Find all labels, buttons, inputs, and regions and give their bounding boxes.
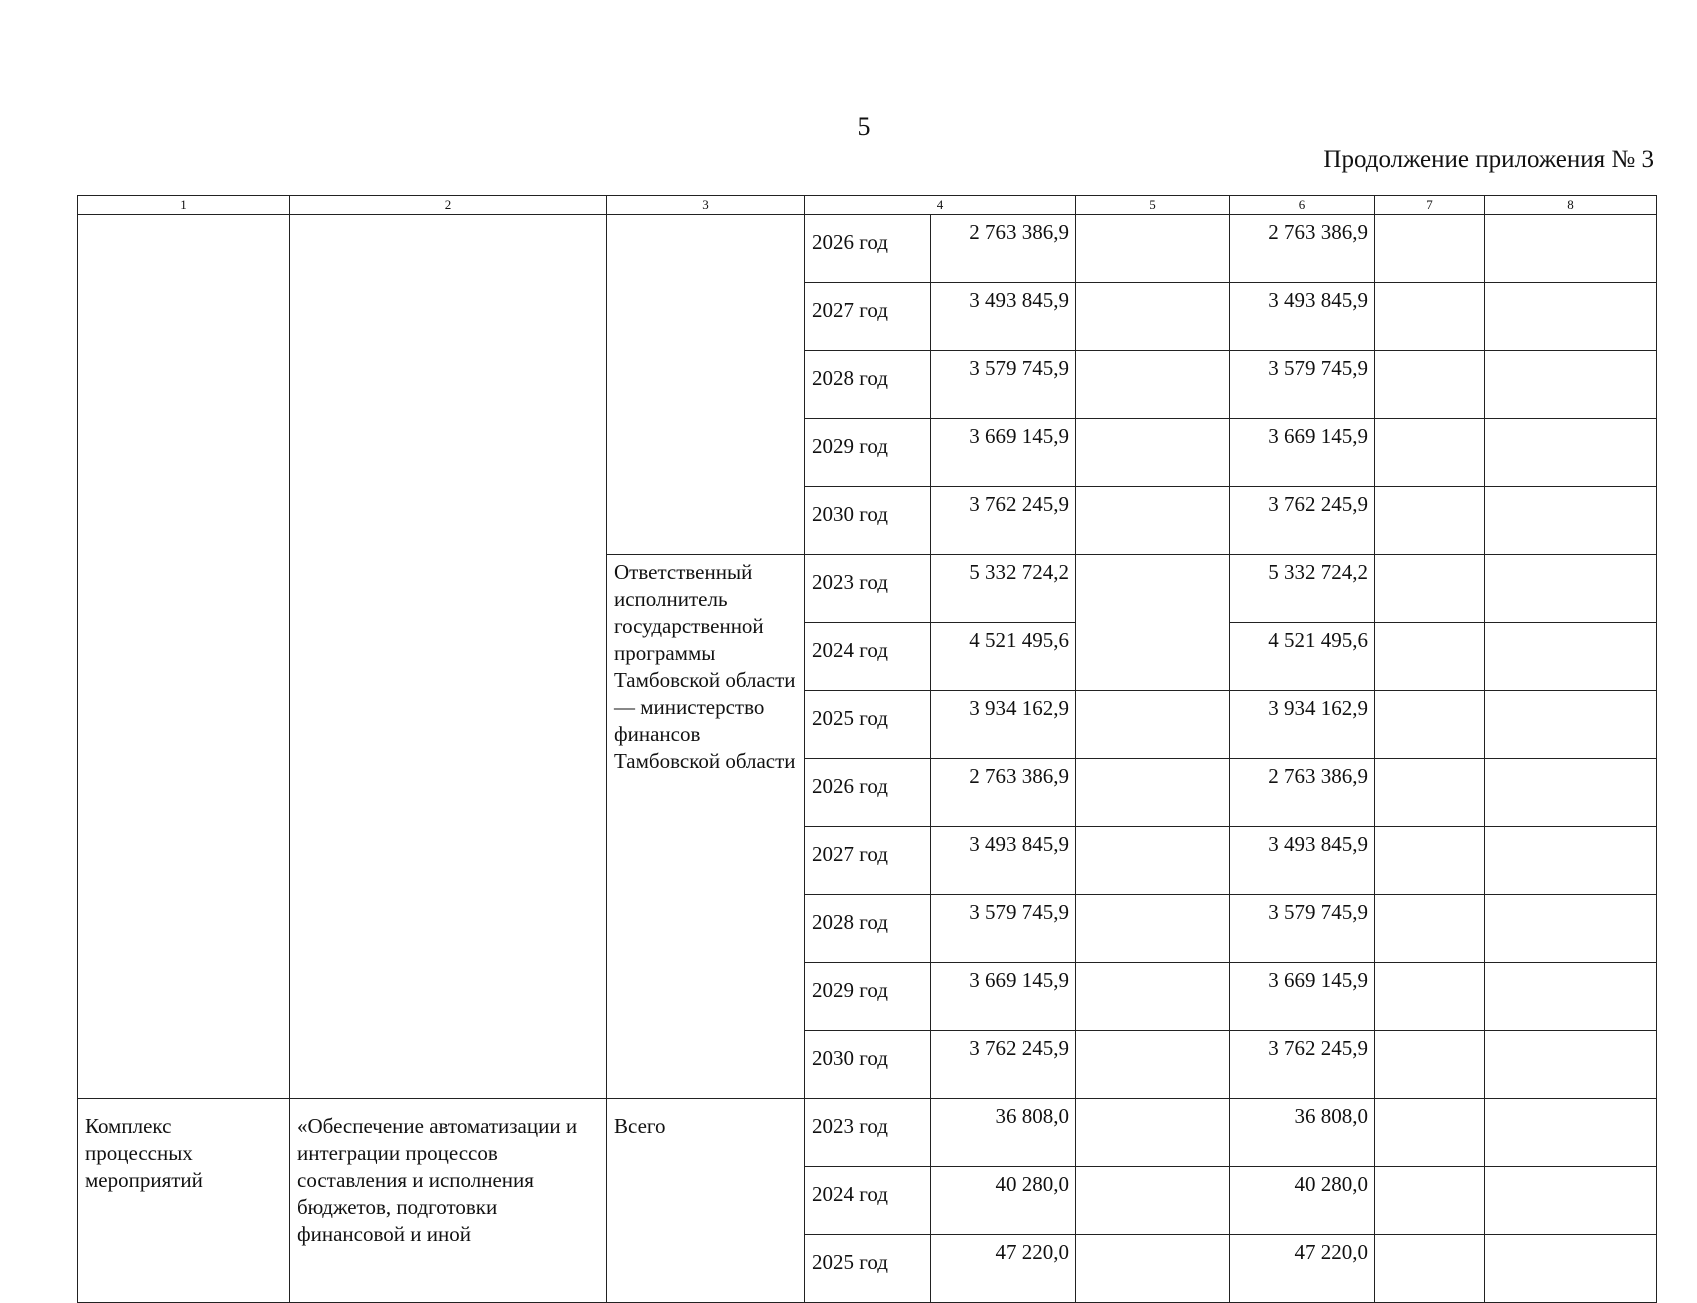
- header-cell: 6: [1230, 196, 1375, 215]
- col5-cell: [1076, 555, 1230, 691]
- col7-cell: [1375, 1167, 1485, 1235]
- col8-cell: [1485, 283, 1657, 351]
- col8-cell: [1485, 215, 1657, 283]
- col6-cell: 3 493 845,9: [1230, 827, 1375, 895]
- col7-cell: [1375, 963, 1485, 1031]
- total-cell: 3 493 845,9: [931, 283, 1076, 351]
- col6-cell: 3 934 162,9: [1230, 691, 1375, 759]
- col8-cell: [1485, 351, 1657, 419]
- col7-cell: [1375, 691, 1485, 759]
- col6-cell: 3 762 245,9: [1230, 1031, 1375, 1099]
- total-cell: 3 493 845,9: [931, 827, 1076, 895]
- header-cell: 4: [805, 196, 1076, 215]
- total-cell: 3 669 145,9: [931, 963, 1076, 1031]
- page-number: 5: [857, 112, 871, 141]
- year-cell: 2029 год: [805, 963, 931, 1031]
- col6-cell: 3 762 245,9: [1230, 487, 1375, 555]
- header-cell: 7: [1375, 196, 1485, 215]
- col8-cell: [1485, 963, 1657, 1031]
- complex-name-cell: «Обеспечение автоматизации и интеграции процессов составления и исполнения бюджетов, подготовки финансовой и иной: [290, 1099, 607, 1303]
- col5-cell: [1076, 963, 1230, 1031]
- year-cell: 2027 год: [805, 283, 931, 351]
- col6-cell: 3 579 745,9: [1230, 351, 1375, 419]
- col6-cell: 3 669 145,9: [1230, 419, 1375, 487]
- col6-cell: 3 493 845,9: [1230, 283, 1375, 351]
- col5-cell: [1076, 283, 1230, 351]
- col6-cell: 47 220,0: [1230, 1235, 1375, 1303]
- col6-cell: 2 763 386,9: [1230, 215, 1375, 283]
- header-cell: 8: [1485, 196, 1657, 215]
- col1-cell: [78, 215, 290, 1099]
- total-cell: 3 579 745,9: [931, 895, 1076, 963]
- executor-cell: Ответственный исполнитель государственной программы Тамбовской области — министерство финансов Тамбовской области: [607, 555, 805, 1099]
- col5-cell: [1076, 351, 1230, 419]
- complex-title-cell: Комплекс процессных мероприятий: [78, 1099, 290, 1303]
- col5-cell: [1076, 691, 1230, 759]
- col7-cell: [1375, 1031, 1485, 1099]
- header-cell: 2: [290, 196, 607, 215]
- col8-cell: [1485, 827, 1657, 895]
- col5-cell: [1076, 1099, 1230, 1167]
- col7-cell: [1375, 623, 1485, 691]
- table-row: [78, 215, 1657, 283]
- total-cell: 2 763 386,9: [931, 759, 1076, 827]
- year-cell: 2024 год: [805, 1167, 931, 1235]
- col7-cell: [1375, 215, 1485, 283]
- header-row: [78, 196, 1657, 215]
- total-cell: 40 280,0: [931, 1167, 1076, 1235]
- col7-cell: [1375, 895, 1485, 963]
- financing-table: [77, 195, 1657, 1303]
- col5-cell: [1076, 1031, 1230, 1099]
- col8-cell: [1485, 623, 1657, 691]
- col8-cell: [1485, 487, 1657, 555]
- col5-cell: [1076, 895, 1230, 963]
- year-cell: 2029 год: [805, 419, 931, 487]
- header-cell: 3: [607, 196, 805, 215]
- total-cell: 4 521 495,6: [931, 623, 1076, 691]
- col3-cell: [607, 215, 805, 555]
- col2-cell: [290, 215, 607, 1099]
- col8-cell: [1485, 419, 1657, 487]
- col7-cell: [1375, 555, 1485, 623]
- total-cell: 3 579 745,9: [931, 351, 1076, 419]
- col7-cell: [1375, 487, 1485, 555]
- col8-cell: [1485, 691, 1657, 759]
- col7-cell: [1375, 759, 1485, 827]
- col5-cell: [1076, 1167, 1230, 1235]
- col7-cell: [1375, 827, 1485, 895]
- col5-cell: [1076, 1235, 1230, 1303]
- col6-cell: 4 521 495,6: [1230, 623, 1375, 691]
- table-row: [78, 1099, 1657, 1167]
- col8-cell: [1485, 1167, 1657, 1235]
- col8-cell: [1485, 1099, 1657, 1167]
- total-cell: 3 762 245,9: [931, 1031, 1076, 1099]
- col5-cell: [1076, 827, 1230, 895]
- header-cell: 1: [78, 196, 290, 215]
- year-cell: 2023 год: [805, 555, 931, 623]
- col6-cell: 3 669 145,9: [1230, 963, 1375, 1031]
- appendix-title: Продолжение приложения № 3: [1323, 146, 1654, 173]
- col7-cell: [1375, 351, 1485, 419]
- year-cell: 2030 год: [805, 1031, 931, 1099]
- header-cell: 5: [1076, 196, 1230, 215]
- col5-cell: [1076, 759, 1230, 827]
- col6-cell: 3 579 745,9: [1230, 895, 1375, 963]
- col6-cell: 40 280,0: [1230, 1167, 1375, 1235]
- col6-cell: 5 332 724,2: [1230, 555, 1375, 623]
- col7-cell: [1375, 283, 1485, 351]
- year-cell: 2028 год: [805, 351, 931, 419]
- year-cell: 2024 год: [805, 623, 931, 691]
- year-cell: 2023 год: [805, 1099, 931, 1167]
- total-cell: 3 934 162,9: [931, 691, 1076, 759]
- total-cell: 3 669 145,9: [931, 419, 1076, 487]
- col8-cell: [1485, 759, 1657, 827]
- year-cell: 2026 год: [805, 759, 931, 827]
- year-cell: 2025 год: [805, 1235, 931, 1303]
- total-cell: 36 808,0: [931, 1099, 1076, 1167]
- year-cell: 2027 год: [805, 827, 931, 895]
- col5-cell: [1076, 419, 1230, 487]
- col6-cell: 36 808,0: [1230, 1099, 1375, 1167]
- col7-cell: [1375, 1099, 1485, 1167]
- col8-cell: [1485, 895, 1657, 963]
- col7-cell: [1375, 1235, 1485, 1303]
- col8-cell: [1485, 555, 1657, 623]
- total-cell: 2 763 386,9: [931, 215, 1076, 283]
- year-cell: 2028 год: [805, 895, 931, 963]
- total-label-cell: Всего: [607, 1099, 805, 1303]
- col5-cell: [1076, 215, 1230, 283]
- total-cell: 5 332 724,2: [931, 555, 1076, 623]
- col7-cell: [1375, 419, 1485, 487]
- year-cell: 2026 год: [805, 215, 931, 283]
- total-cell: 3 762 245,9: [931, 487, 1076, 555]
- total-cell: 47 220,0: [931, 1235, 1076, 1303]
- col8-cell: [1485, 1235, 1657, 1303]
- year-cell: 2025 год: [805, 691, 931, 759]
- col6-cell: 2 763 386,9: [1230, 759, 1375, 827]
- year-cell: 2030 год: [805, 487, 931, 555]
- col8-cell: [1485, 1031, 1657, 1099]
- col5-cell: [1076, 487, 1230, 555]
